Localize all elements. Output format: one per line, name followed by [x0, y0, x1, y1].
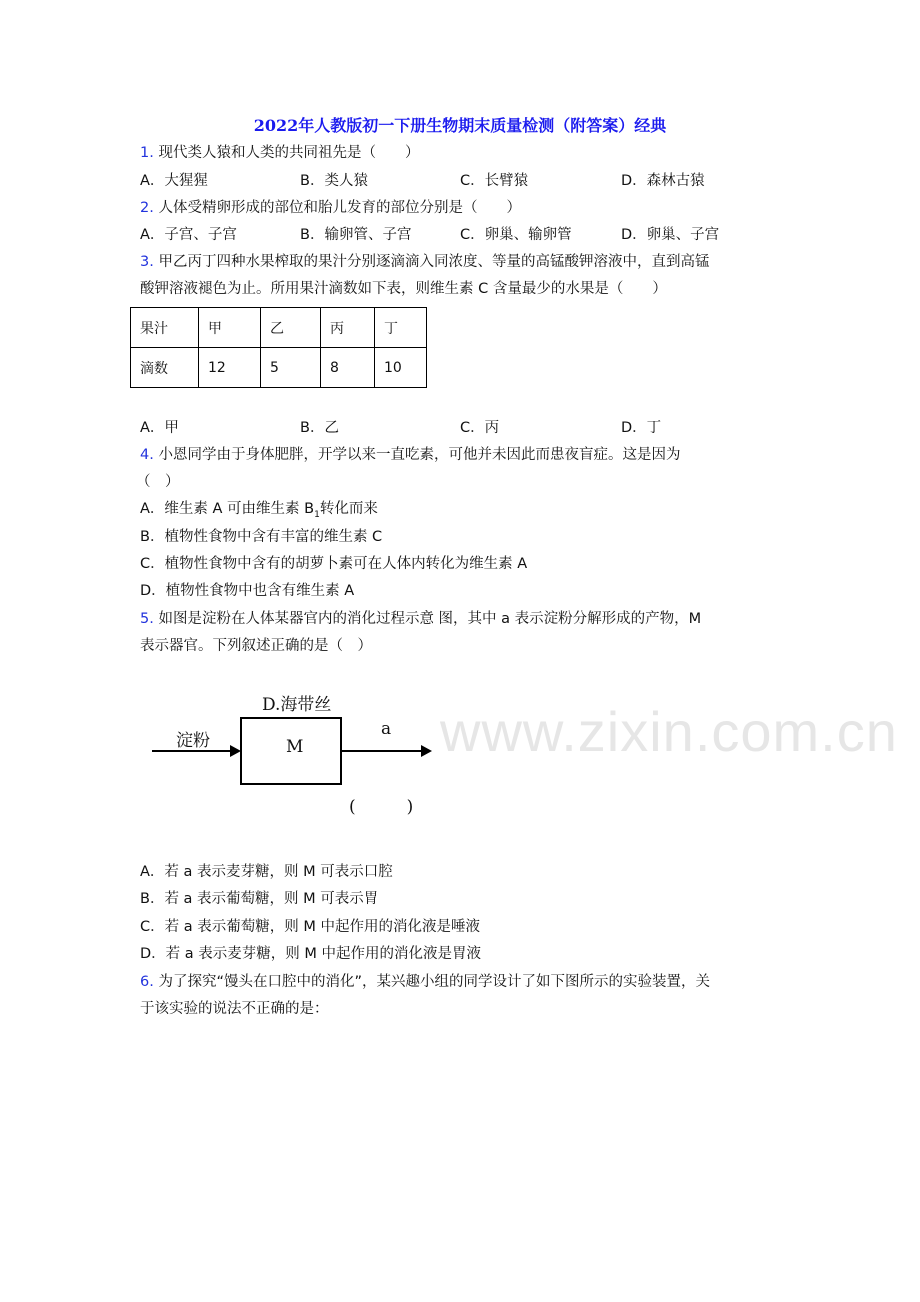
option-d: D．植物性食物中也含有维生素 A — [140, 583, 355, 599]
option-c: C．长臂猿 — [460, 173, 529, 189]
arrow-head-icon — [421, 745, 432, 757]
question-5-line2: 表示器官。下列叙述正确的是（ ） — [140, 638, 372, 654]
watermark: www.zixin.com.cn — [440, 700, 898, 763]
question-3-line2: 酸钾溶液褪色为止。所用果汁滴数如下表，则维生素 C 含量最少的水果是（ ） — [140, 281, 667, 297]
table-cell: 丙 — [321, 308, 375, 348]
table-cell: 滴数 — [131, 348, 199, 388]
table-cell: 丁 — [375, 308, 427, 348]
question-number: 2. — [140, 200, 154, 216]
option-a: A．甲 — [140, 420, 179, 436]
question-number: 3. — [140, 254, 154, 270]
option-b: B．类人猿 — [300, 173, 368, 189]
diagram-top-label: D.海带丝 — [262, 695, 332, 715]
question-text: 现代类人猿和人类的共同祖先是（ ） — [158, 145, 420, 161]
question-6-line2: 于该实验的说法不正确的是： — [140, 1001, 329, 1017]
option-b: B．输卵管、子宫 — [300, 227, 412, 243]
table-cell: 乙 — [261, 308, 321, 348]
subscript: 1 — [314, 509, 320, 520]
table-cell: 甲 — [199, 308, 261, 348]
option-a: A．大猩猩 — [140, 173, 208, 189]
table-cell: 10 — [375, 348, 427, 388]
question-4-line2: （ ） — [136, 474, 180, 490]
question-number: 4. — [140, 447, 154, 463]
diagram-input-label: 淀粉 — [176, 731, 210, 751]
option-d: D．丁 — [621, 420, 662, 436]
table-cell: 8 — [321, 348, 375, 388]
question-text: 人体受精卵形成的部位和胎儿发育的部位分别是（ ） — [158, 200, 521, 216]
option-text: 转化而来 — [319, 501, 378, 517]
option-c: C．卵巢、输卵管 — [460, 227, 572, 243]
arrow-head-icon — [230, 745, 241, 757]
question-number: 5. — [140, 611, 154, 627]
question-text: 甲乙丙丁四种水果榨取的果汁分别逐滴滴入同浓度、等量的高锰酸钾溶液中，直到高锰 — [158, 254, 710, 270]
option-b: B．若 a 表示葡萄糖，则 M 可表示胃 — [140, 891, 379, 907]
diagram-box-label: M — [286, 737, 304, 757]
option-c: C．若 a 表示葡萄糖，则 M 中起作用的消化液是唾液 — [140, 919, 480, 935]
option-b: B．植物性食物中含有丰富的维生素 C — [140, 529, 383, 545]
table-cell: 5 — [261, 348, 321, 388]
option-a: A．若 a 表示麦芽糖，则 M 可表示口腔 — [140, 864, 393, 880]
question-text: 如图是淀粉在人体某器官内的消化过程示意 图，其中 a 表示淀粉分解形成的产物，M — [158, 611, 702, 627]
question-text: 小恩同学由于身体肥胖，开学以来一直吃素，可他并未因此而患夜盲症。这是因为 — [158, 447, 681, 463]
option-b: B．乙 — [300, 420, 339, 436]
option-text: A．维生素 A 可由维生素 B — [140, 501, 315, 517]
question-6 — [140, 972, 710, 992]
page-title: 2022年人教版初一下册生物期末质量检测（附答案）经典 — [253, 116, 667, 135]
diagram-answer-paren: ( ) — [349, 797, 414, 817]
table-cell: 12 — [199, 348, 261, 388]
option-d: D．卵巢、子宫 — [621, 227, 720, 243]
question-number: 6. — [140, 974, 154, 990]
option-a: A．子宫、子宫 — [140, 227, 237, 243]
table-cell: 果汁 — [131, 308, 199, 348]
question-number: 1. — [140, 145, 154, 161]
option-d: D．若 a 表示麦芽糖，则 M 中起作用的消化液是胃液 — [140, 946, 481, 962]
diagram-output-label: a — [381, 719, 392, 739]
option-d: D．森林古猿 — [621, 173, 705, 189]
option-c: C．植物性食物中含有的胡萝卜素可在人体内转化为维生素 A — [140, 556, 528, 572]
option-c: C．丙 — [460, 420, 500, 436]
question-text: 为了探究“馒头在口腔中的消化”，某兴趣小组的同学设计了如下图所示的实验装置，关 — [158, 974, 710, 990]
